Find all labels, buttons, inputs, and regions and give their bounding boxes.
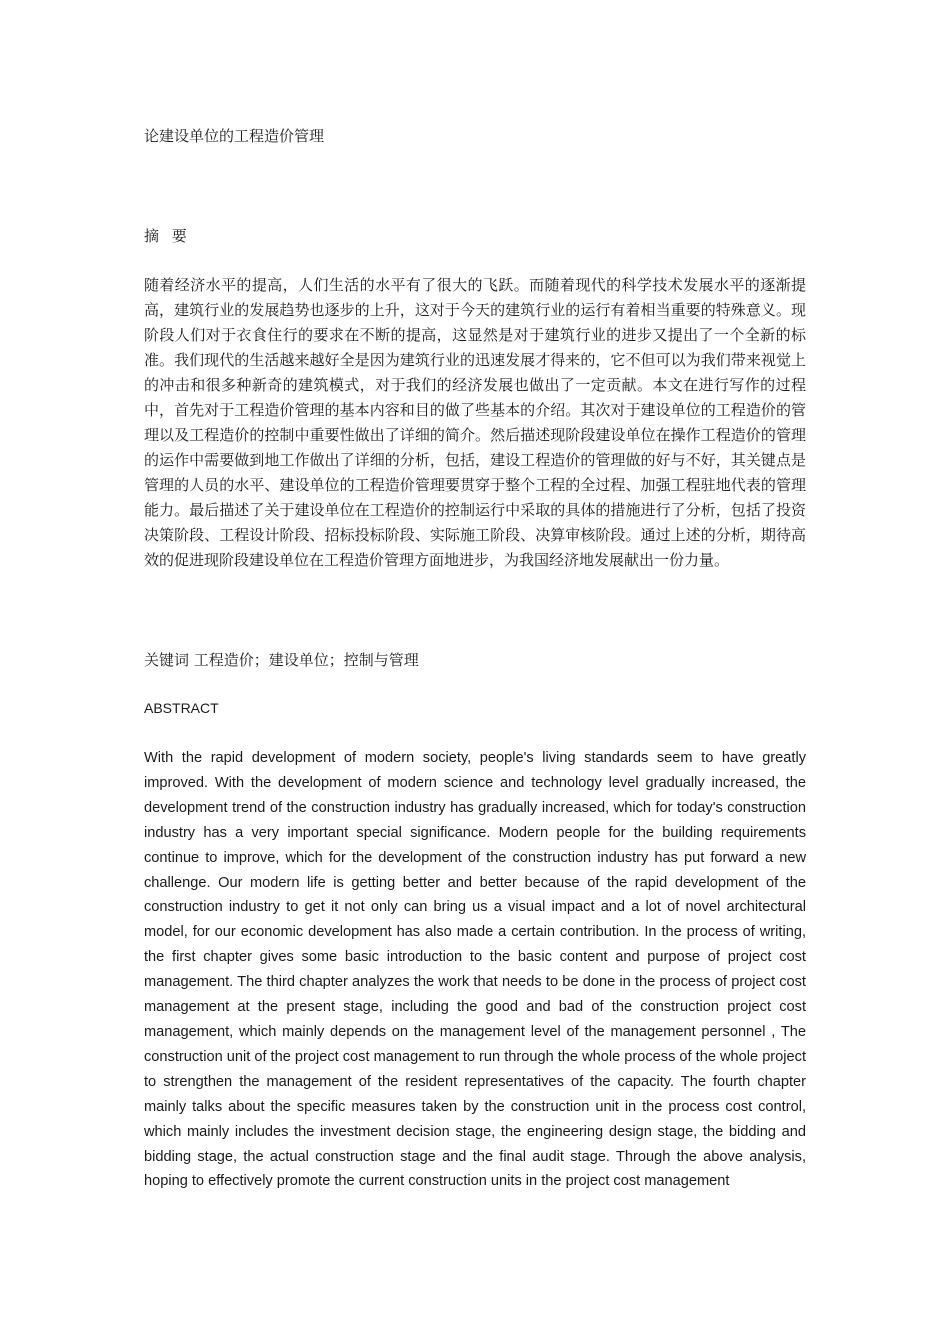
document-title: 论建设单位的工程造价管理 [144, 127, 325, 145]
abstract-heading-cn: 摘 要 [144, 227, 191, 245]
abstract-body-en: With the rapid development of modern society, people's living standards seem to have greatly improved. With the development of modern science and technology level gradually increased, the development trend of the construction industry has gradually increased, which for today's construction industry has a very important special significance. Modern people for the building requirements continue to improve, which for the development of the construction industry has put forward a new challenge. Our modern life is getting better and better because of the rapid development of the construction industry to get it not only can bring us a visual impact and a lot of novel architectural model, for our economic development has also made a certain contribution. In the process of writing, the first chapter gives some basic introduction to the basic content and purpose of project cost management. The third chapter analyzes the work that needs to be done in the process of project cost management at the present stage, including the good and bad of the construction project cost management, which mainly depends on the management level of the management personnel , The construction unit of the project cost management to run through the whole process of the whole project to strengthen the management of the resident representatives of the capacity. The fourth chapter mainly talks about the specific measures taken by the construction unit in the process cost control, which mainly includes the investment decision stage, the engineering design stage, the bidding and bidding stage, the actual construction stage and the final audit stage. Through the above analysis, hoping to effectively promote the current construction units in the project cost management [144, 750, 806, 1190]
abstract-body-cn: 随着经济水平的提高，人们生活的水平有了很大的飞跃。而随着现代的科学技术发展水平的逐渐提高，建筑行业的发展趋势也逐步的上升，这对于今天的建筑行业的运行有着相当重要的特殊意义。现阶段人们对于衣食住行的要求在不断的提高，这显然是对于建筑行业的进步又提出了一个全新的标准。我们现代的生活越来越好全是因为建筑行业的迅速发展才得来的，它不但可以为我们带来视觉上的冲击和很多种新奇的建筑模式，对于我们的经济发展也做出了一定贡献。本文在进行写作的过程中，首先对于工程造价管理的基本内容和目的做了些基本的介绍。其次对于建设单位的工程造价的管理以及工程造价的控制中重要性做出了详细的简介。然后描述现阶段建设单位在操作工程造价的管理的运作中需要做到地工作做出了详细的分析，包括，建设工程造价的管理做的好与不好，其关键点是管理的人员的水平、建设单位的工程造价管理要贯穿于整个工程的全过程、加强工程驻地代表的管理能力。最后描述了关于建设单位在工程造价的控制运行中采取的具体的措施进行了分析，包括了投资决策阶段、工程设计阶段、招标投标阶段、实际施工阶段、决算审核阶段。通过上述的分析，期待高效的促进现阶段建设单位在工程造价管理方面地进步，为我国经济地发展献出一份力量。 [144, 276, 806, 569]
abstract-heading-en: ABSTRACT [144, 700, 219, 716]
keywords-line: 关键词 工程造价；建设单位；控制与管理 [144, 651, 419, 669]
